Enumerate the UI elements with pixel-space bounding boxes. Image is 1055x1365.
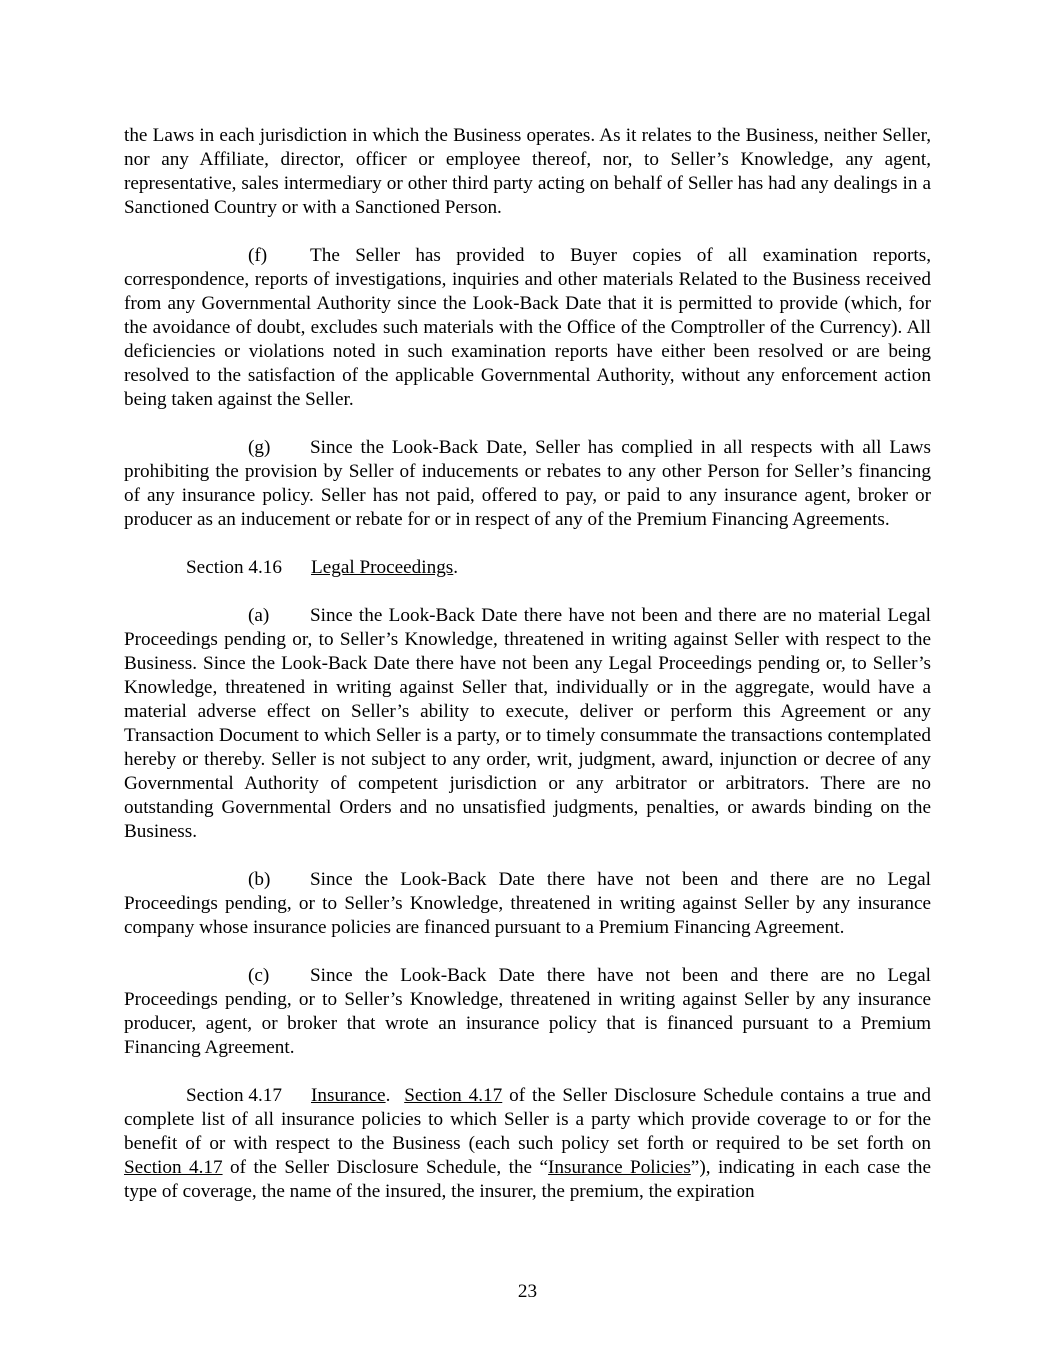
paragraph-label: (a) (248, 605, 270, 626)
paragraph-f (124, 244, 931, 412)
paragraph-text: Since the Look-Back Date there have not been and there are no Legal Proceedings pending, or to Seller’s Knowledge, threatened in writing against Seller by any insurance company whose insurance policies are financed pursuant to a Premium Financing Agreement. (124, 869, 931, 938)
paragraph-text: Since the Look-Back Date, Seller has complied in all respects with all Laws prohibiting the provision by Seller of inducements or rebates to any other Person for Seller’s financing of any insurance policy. Seller has not paid, offered to pay, or paid to any insurance agent, broker or producer as an inducement or rebate for or in respect of any of the Premium Financing Agreements. (124, 437, 931, 530)
section-title-separator: . (385, 1085, 405, 1106)
section-reference: Section 4.17 (124, 1157, 223, 1178)
section-title-period: . (453, 557, 459, 578)
paragraph-text: of the Seller Disclosure Schedule contains a true and complete list of all insurance policies to which Seller is a party which provide coverage to or for the benefit of or with respect to the Business (each such policy set forth or required to be set forth on (124, 1085, 931, 1154)
paragraph-label: (g) (248, 437, 271, 458)
paragraph-text: The Seller has provided to Buyer copies of all examination reports, correspondence, reports of investigations, inquiries and other materials Related to the Business received from any Governmental Authority since the Look-Back Date that it is permitted to provide (which, for the avoidance of doubt, excludes such materials with the Office of the Comptroller of the Currency). All deficiencies or violations noted in such examination reports have either been resolved or are being resolved to the satisfaction of the applicable Governmental Authority, without any enforcement action being taken against the Seller. (124, 245, 931, 410)
paragraph-a (124, 604, 931, 844)
document-body (124, 124, 931, 1228)
section-title: Legal Proceedings (311, 557, 454, 578)
paragraph-text: of the Seller Disclosure Schedule, the “ (222, 1157, 549, 1178)
paragraph-label: (b) (248, 869, 271, 890)
paragraph-text: Since the Look-Back Date there have not been and there are no material Legal Proceedings pending or, to Seller’s Knowledge, threatened in writing against Seller with respect to the Business. Since the Look-Back Date there have not been any Legal Proceedings pending or, to Seller’s Knowledge, threatened in writing against Seller that, individually or in the aggregate, would have a material adverse effect on Seller’s ability to execute, deliver or perform this Agreement or any Transaction Document to which Seller is a party, or to timely consummate the transactions contemplated hereby or thereby. Seller is not subject to any order, writ, judgment, award, injunction or decree of any Governmental Authority of competent jurisdiction or any arbitrator or arbitrators. There are no outstanding Governmental Orders and no unsatisfied judgments, penalties, or awards binding on the Business. (124, 605, 931, 842)
page-number: 23 (517, 1281, 538, 1302)
section-reference: Section 4.17 (404, 1085, 503, 1106)
paragraph-text: the Laws in each jurisdiction in which the Business operates. As it relates to the Business, neither Seller, nor any Affiliate, director, officer or employee thereof, nor, to Seller’s Knowledge, any agent, representative, sales intermediary or other third party acting on behalf of Seller has had any dealings in a Sanctioned Country or with a Sanctioned Person. (124, 125, 931, 218)
defined-term: Insurance Policies (548, 1157, 691, 1178)
paragraph-text: ”), indicating in each case the type of coverage, the name of the insured, the insurer, the premium, the expiration (124, 1157, 931, 1202)
paragraph-continuation (124, 124, 931, 220)
section-4-17-paragraph (124, 1084, 931, 1204)
section-title: Insurance (311, 1085, 386, 1106)
section-number: Section 4.16 (186, 557, 282, 578)
section-number: Section 4.17 (186, 1085, 282, 1106)
paragraph-b (124, 868, 931, 940)
paragraph-g (124, 436, 931, 532)
paragraph-label: (c) (248, 965, 270, 986)
paragraph-label: (f) (248, 245, 268, 266)
section-4-16-heading (124, 556, 931, 580)
paragraph-c (124, 964, 931, 1060)
paragraph-text: Since the Look-Back Date there have not been and there are no Legal Proceedings pending, or to Seller’s Knowledge, threatened in writing against Seller by any insurance producer, agent, or broker that wrote an insurance policy that is financed pursuant to a Premium Financing Agreement. (124, 965, 931, 1058)
